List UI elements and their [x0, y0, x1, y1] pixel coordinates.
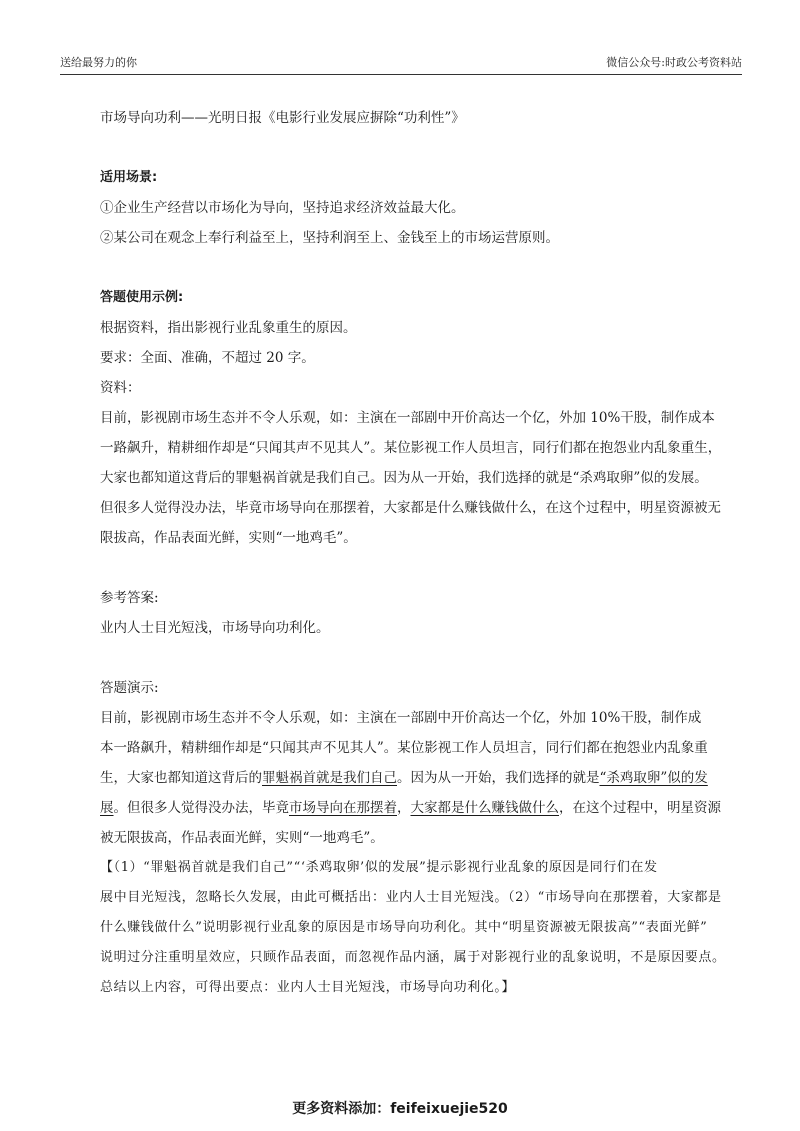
demo-text: 。但很多人觉得没办法，毕竟 — [113, 800, 289, 816]
material-line: 目前，影视剧市场生态并不令人乐观，如：主演在一部剧中开价高达一个亿，外加 10%干股，制作成本 — [100, 410, 715, 426]
analysis-line: 说明过分注重明星效应，只顾作品表面，而忽视作品内涵，属于对影视行业的乱象说明，不是原因要点。 — [100, 950, 726, 965]
document-title: 市场导向功利——光明日报《电影行业发展应摒除“功利性”》 — [100, 110, 465, 126]
underlined-phrase: 展 — [100, 800, 114, 816]
scene-item: ①企业生产经营以市场化为导向，坚持追求经济效益最大化。 — [100, 200, 465, 216]
demo-line — [100, 763, 740, 793]
material-line: 限拔高，作品表面光鲜，实则“一地鸡毛”。 — [100, 530, 357, 546]
example-question: 根据资料，指出影视行业乱象重生的原因。 — [100, 320, 357, 336]
scenes-heading: 适用场景: — [100, 170, 158, 185]
analysis-line: 展中目光短浅，忽略长久发展，由此可概括出：业内人士目光短浅。（2）“市场导向在那摆着，大家都是 — [100, 890, 722, 905]
demo-text: 。因为从一开始，我们选择的就是 — [397, 770, 600, 786]
demo-text: ，在这个过程中，明星资源 — [559, 800, 721, 816]
example-requirement: 要求：全面、准确，不超过 20 字。 — [100, 350, 315, 366]
header-left-text: 送给最努力的你 — [60, 56, 137, 69]
analysis-line: 【（1）“罪魁祸首就是我们自己”“‘杀鸡取卵’似的发展”提示影视行业乱象的原因是同行们在发 — [100, 860, 658, 875]
demo-line: 本一路飙升，精耕细作却是“只闻其声不见其人”。某位影视工作人员坦言，同行们都在抱怨业内乱象重 — [100, 740, 708, 756]
analysis-block — [100, 853, 740, 1003]
answer-heading: 参考答案: — [100, 590, 159, 606]
underlined-phrase: 大家都是什么赚钱做什么 — [410, 800, 559, 816]
header-right-text: 微信公众号:时政公考资料站 — [606, 56, 742, 69]
footer-contact: 更多资料添加：feifeixuejie520 — [292, 1101, 508, 1117]
material-line: 大家也都知道这背后的罪魁祸首就是我们自己。因为从一开始，我们选择的就是“杀鸡取卵”似的发展。 — [100, 470, 708, 486]
underlined-phrase: “杀鸡取卵”似的发 — [599, 770, 708, 786]
document-body — [100, 103, 740, 1003]
underlined-phrase: 市场导向在那摆着 — [289, 800, 397, 816]
analysis-line: 什么赚钱做什么”说明影视行业乱象的原因是市场导向功利化。其中“明星资源被无限拔高”“表面光鲜” — [100, 920, 708, 935]
demo-heading: 答题演示: — [100, 680, 159, 696]
page-header — [60, 52, 742, 75]
underlined-phrase: 罪魁祸首就是我们自己 — [262, 770, 397, 786]
example-heading: 答题使用示例: — [100, 290, 184, 305]
analysis-line: 总结以上内容，可得出要点：业内人士目光短浅，市场导向功利化。】 — [100, 980, 516, 995]
material-label: 资料： — [100, 380, 141, 396]
answer-text: 业内人士目光短浅，市场导向功利化。 — [100, 620, 330, 636]
material-line: 一路飙升，精耕细作却是“只闻其声不见其人”。某位影视工作人员坦言，同行们都在抱怨业内乱象重生， — [100, 440, 722, 456]
scene-item: ②某公司在观念上奉行利益至上，坚持利润至上、金钱至上的市场运营原则。 — [100, 230, 559, 246]
demo-text: ， — [397, 800, 411, 816]
demo-text: 生，大家也都知道这背后的 — [100, 770, 262, 786]
demo-line — [100, 793, 740, 823]
material-line: 但很多人觉得没办法，毕竟市场导向在那摆着，大家都是什么赚钱做什么，在这个过程中，明星资源被无 — [100, 500, 721, 516]
demo-line: 目前，影视剧市场生态并不令人乐观，如：主演在一部剧中开价高达一个亿，外加 10%干股，制作成 — [100, 710, 702, 726]
demo-line: 被无限拔高，作品表面光鲜，实则“一地鸡毛”。 — [100, 830, 384, 846]
